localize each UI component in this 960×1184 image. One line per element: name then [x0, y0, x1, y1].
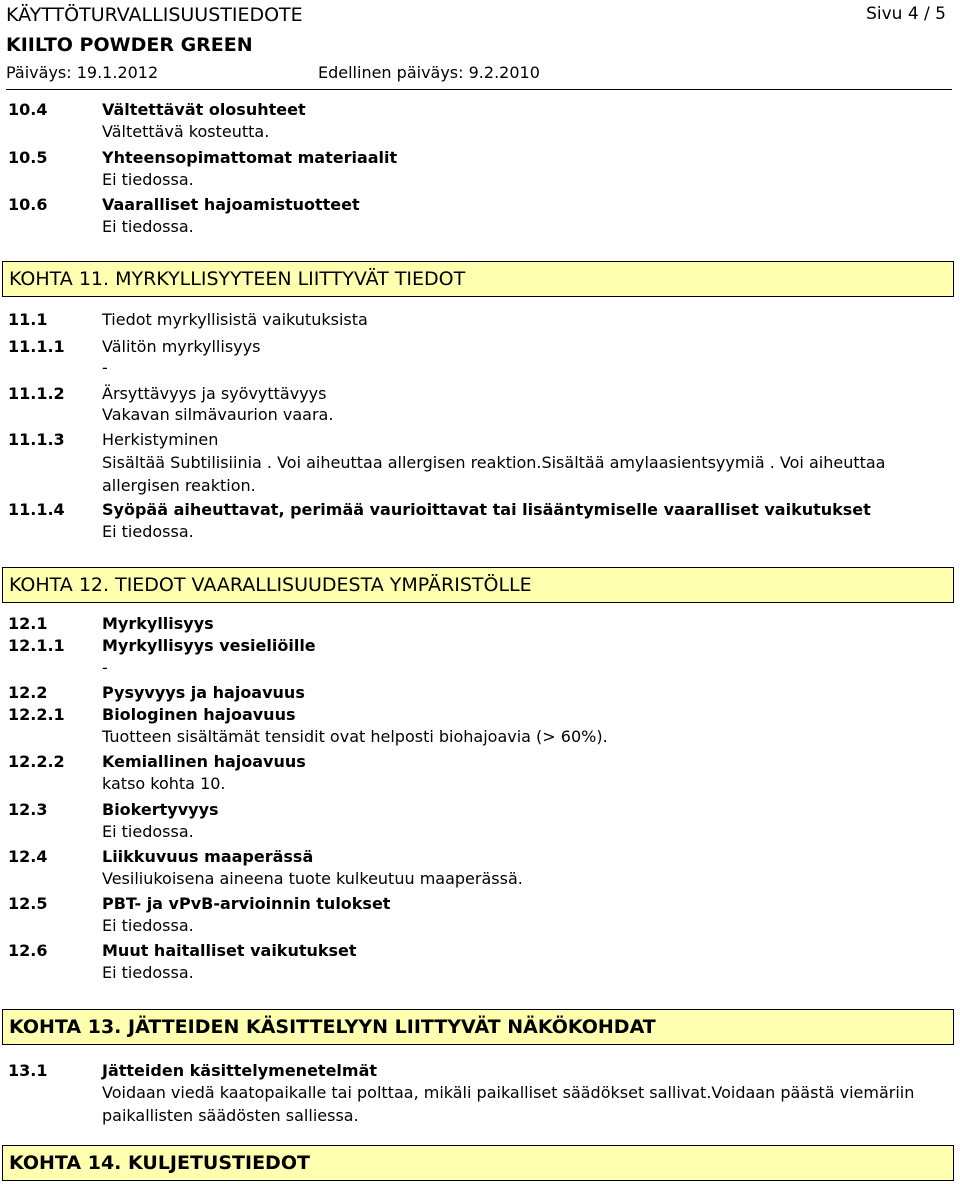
item-text: -: [102, 658, 108, 677]
item-number: 10.4: [8, 100, 48, 119]
item-number: 12.5: [8, 894, 48, 913]
item-title: Jätteiden käsittelymenetelmät: [102, 1061, 378, 1080]
item-title: Yhteensopimattomat materiaalit: [102, 148, 398, 167]
item-text: Voidaan viedä kaatopaikalle tai polttaa, mikäli paikalliset säädökset sallivat.Voidaan päästä viemäriin paikallisten säädösten salliessa.: [102, 1083, 915, 1125]
item-text: Ei tiedossa.: [102, 170, 194, 189]
item-title: Myrkyllisyys vesieliöille: [102, 636, 316, 655]
header-divider: [6, 89, 952, 90]
date-line: [6, 63, 946, 82]
item-title: Ärsyttävyys ja syövyttävyys: [102, 384, 327, 403]
item-number: 11.1: [8, 310, 48, 329]
item-number: 11.1.2: [8, 384, 65, 403]
item-title: Biologinen hajoavuus: [102, 705, 296, 724]
item-text: Ei tiedossa.: [102, 522, 194, 541]
section-heading-14: KOHTA 14. KULJETUSTIEDOT: [2, 1145, 954, 1181]
item-title: Herkistyminen: [102, 430, 219, 449]
item-number: 12.2.1: [8, 705, 65, 724]
item-text: katso kohta 10.: [102, 774, 226, 793]
item-text: Vältettävä kosteutta.: [102, 122, 270, 141]
section-heading-11: KOHTA 11. MYRKYLLISYYTEEN LIITTYVÄT TIEDOT: [2, 261, 954, 297]
issue-date: Päiväys: 19.1.2012: [6, 63, 159, 82]
item-text: Tuotteen sisältämät tensidit ovat helposti biohajoavia (> 60%).: [102, 727, 608, 746]
item-text: -: [102, 358, 108, 377]
item-title: Pysyvyys ja hajoavuus: [102, 683, 305, 702]
item-title: Myrkyllisyys: [102, 614, 214, 633]
item-title: Biokertyvyys: [102, 800, 219, 819]
item-number: 11.1.1: [8, 337, 65, 356]
item-title: Välitön myrkyllisyys: [102, 337, 261, 356]
item-title: Syöpää aiheuttavat, perimää vaurioittavat tai lisääntymiselle vaaralliset vaikutukset: [102, 500, 871, 519]
item-number: 12.6: [8, 941, 48, 960]
item-number: 12.2.2: [8, 752, 65, 771]
section-heading-13: KOHTA 13. JÄTTEIDEN KÄSITTELYYN LIITTYVÄT NÄKÖKOHDAT: [2, 1009, 954, 1045]
item-text: Sisältää Subtilisiinia . Voi aiheuttaa allergisen reaktion.Sisältää amylaasientsyymiä . Voi aiheuttaa allergisen reaktion.: [102, 453, 886, 495]
previous-date: Edellinen päiväys: 9.2.2010: [318, 63, 540, 82]
item-title: Liikkuvuus maaperässä: [102, 847, 314, 866]
item-text: Vesiliukoisena aineena tuote kulkeutuu maaperässä.: [102, 869, 523, 888]
item-number: 11.1.3: [8, 430, 65, 449]
item-title: Vältettävät olosuhteet: [102, 100, 306, 119]
item-number: 12.4: [8, 847, 48, 866]
section-heading-12: KOHTA 12. TIEDOT VAARALLISUUDESTA YMPÄRISTÖLLE: [2, 567, 954, 603]
item-title: Vaaralliset hajoamistuotteet: [102, 195, 360, 214]
item-title: Muut haitalliset vaikutukset: [102, 941, 357, 960]
page-number: Sivu 4 / 5: [866, 4, 946, 24]
item-number: 10.5: [8, 148, 48, 167]
item-number: 11.1.4: [8, 500, 65, 519]
item-title: Kemiallinen hajoavuus: [102, 752, 306, 771]
item-number: 10.6: [8, 195, 48, 214]
item-text: Ei tiedossa.: [102, 822, 194, 841]
item-title: Tiedot myrkyllisistä vaikutuksista: [102, 310, 368, 329]
item-text: Vakavan silmävaurion vaara.: [102, 405, 334, 424]
document-title: KÄYTTÖTURVALLISUUSTIEDOTE: [6, 4, 303, 26]
item-title: PBT- ja vPvB-arvioinnin tulokset: [102, 894, 391, 913]
item-number: 12.3: [8, 800, 48, 819]
item-number: 12.1: [8, 614, 48, 633]
item-number: 12.2: [8, 683, 48, 702]
item-text: Ei tiedossa.: [102, 916, 194, 935]
item-text: Ei tiedossa.: [102, 963, 194, 982]
item-text: Ei tiedossa.: [102, 217, 194, 236]
item-number: 13.1: [8, 1061, 48, 1080]
product-name: KIILTO POWDER GREEN: [6, 34, 253, 56]
item-number: 12.1.1: [8, 636, 65, 655]
